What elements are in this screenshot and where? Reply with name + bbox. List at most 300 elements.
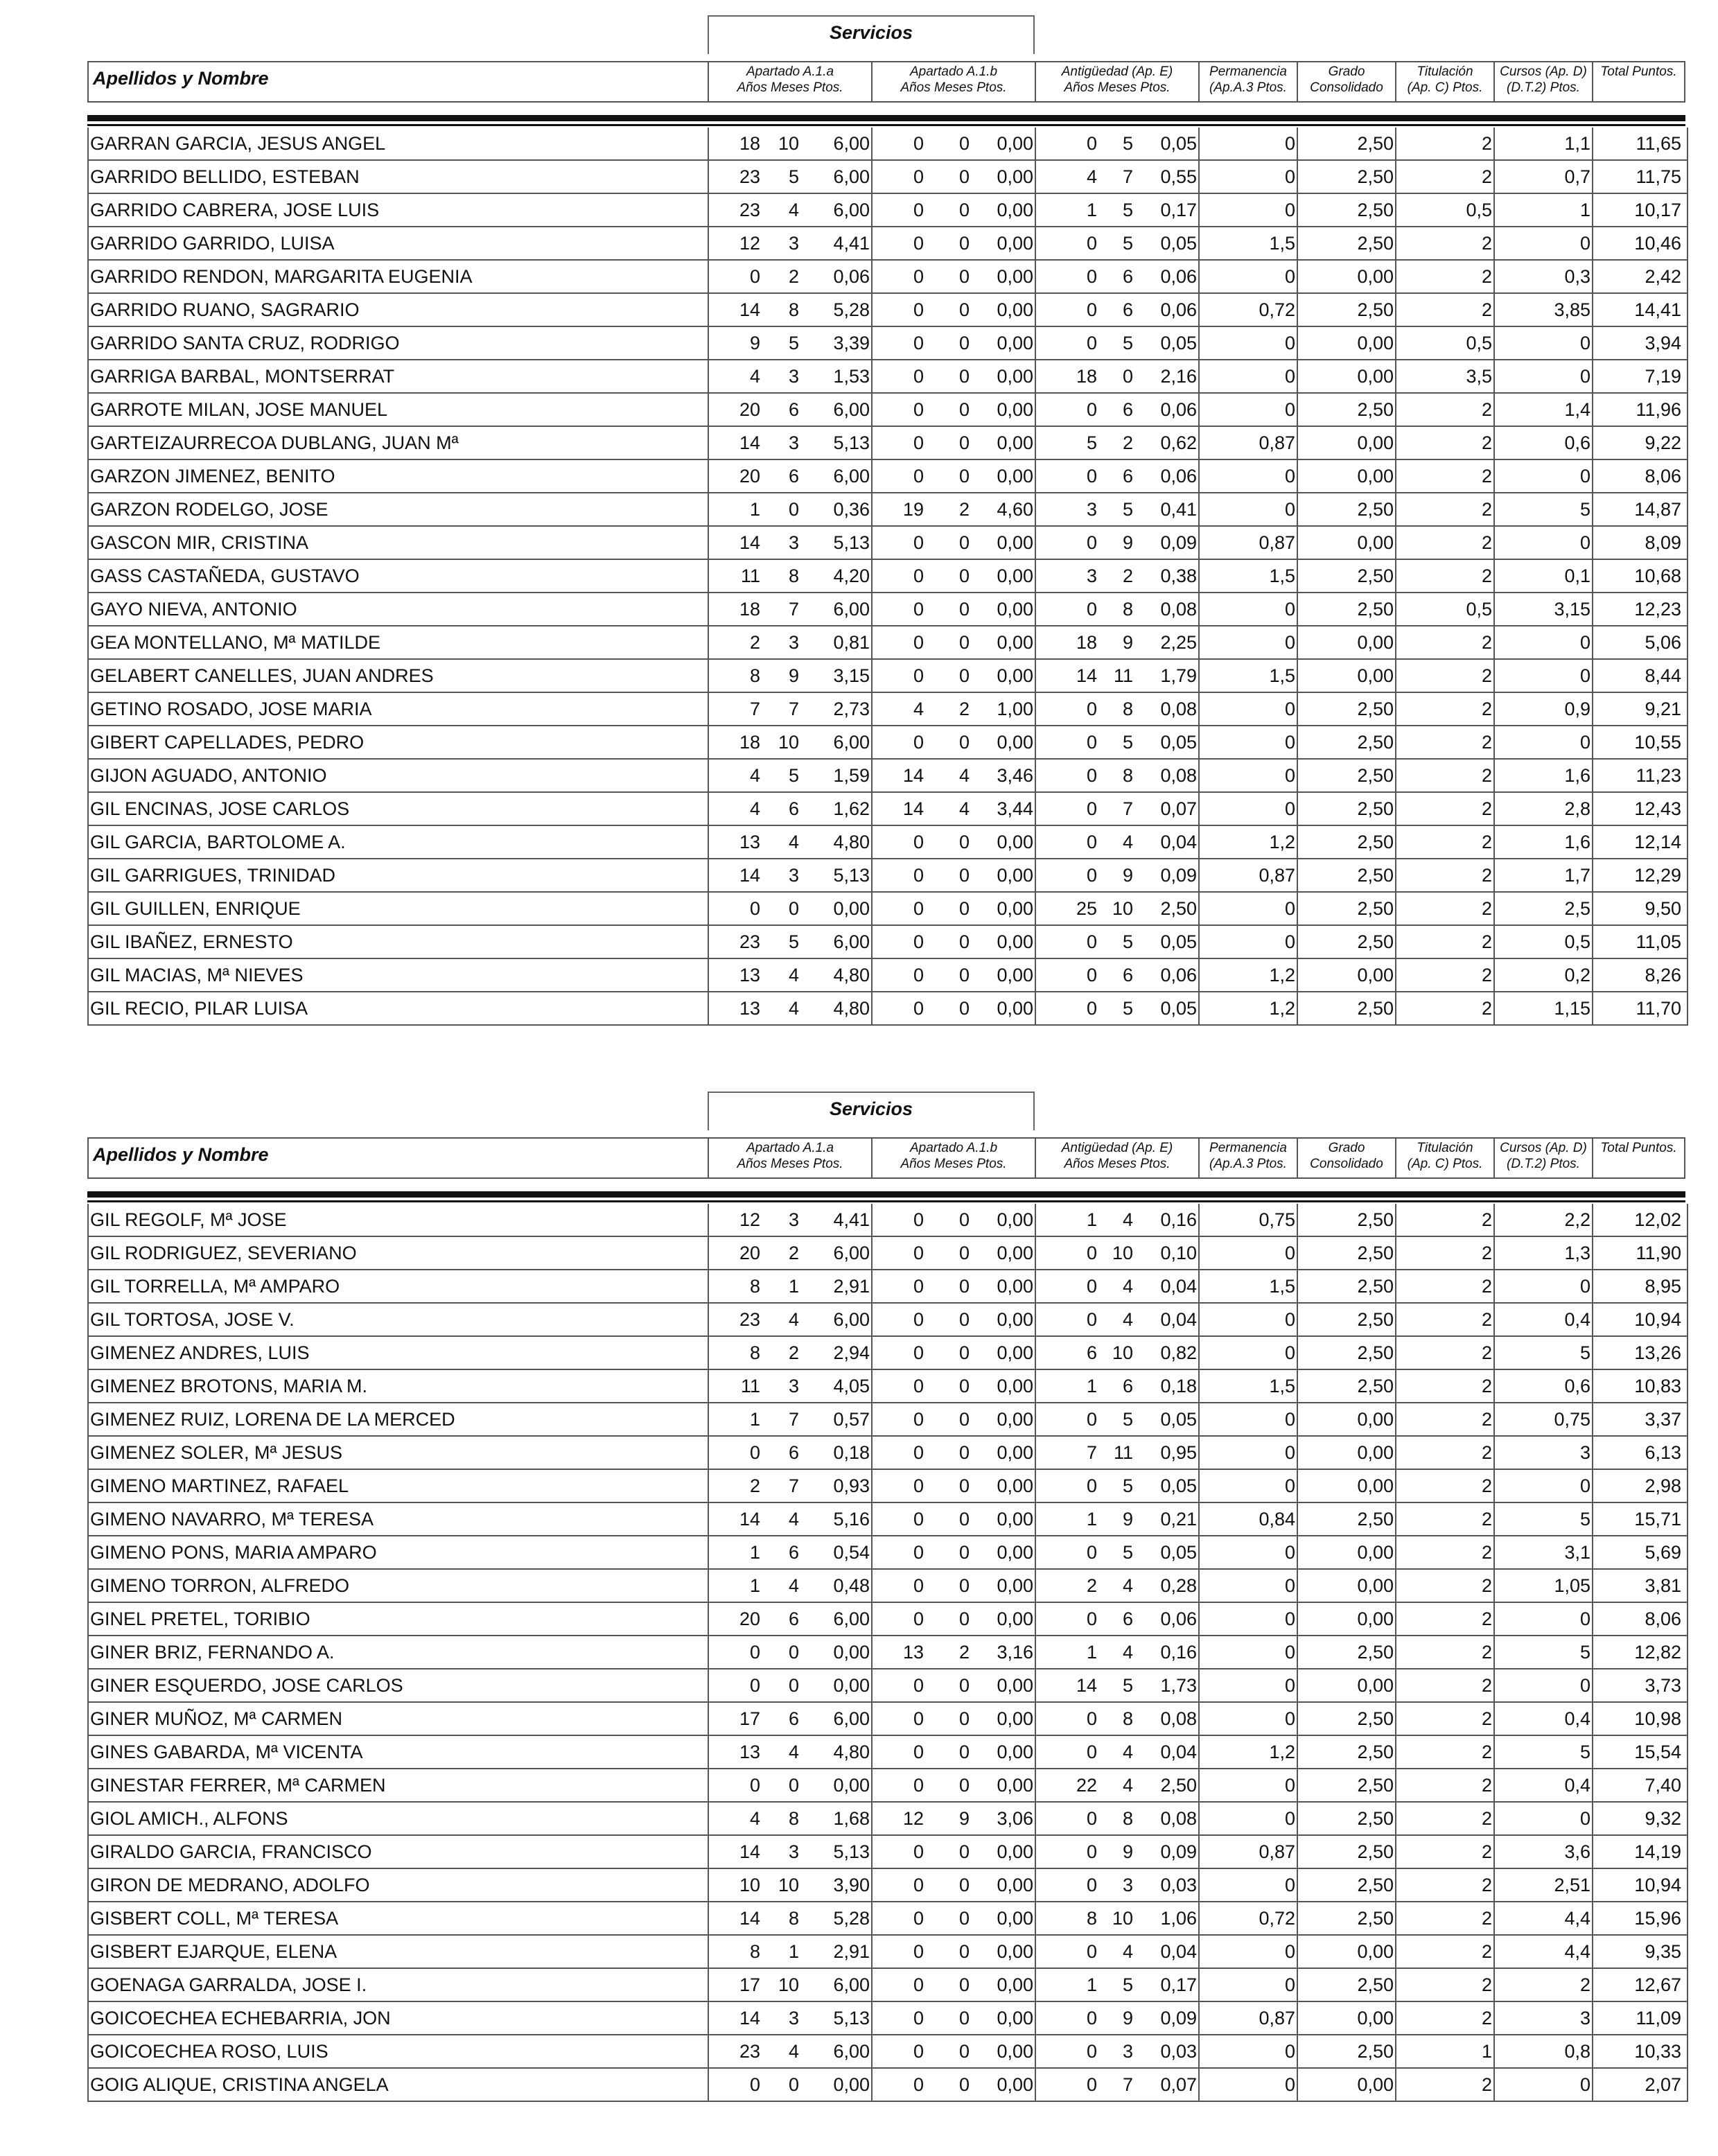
titulacion-points: 2 [1481, 798, 1492, 819]
cell-permanencia [1200, 1204, 1298, 1236]
cell-antiguedad [1036, 2002, 1200, 2034]
cursos-points: 0 [1579, 1475, 1590, 1496]
employee-name: GIMENO TORRON, ALFREDO [89, 1570, 709, 1602]
antiguedad-years: 22 [1076, 1775, 1097, 1796]
cell-a1b [873, 1536, 1036, 1568]
a1a-years: 7 [749, 699, 760, 719]
cell-grado [1298, 527, 1396, 559]
employee-name: GARRIDO CABRERA, JOSE LUIS [89, 194, 709, 226]
cell-permanencia [1200, 893, 1298, 924]
a1a-years: 0 [749, 266, 760, 287]
a1b-years: 0 [913, 1209, 924, 1230]
cell-a1a [709, 1836, 873, 1868]
cell-antiguedad [1036, 1803, 1200, 1834]
a1a-years: 23 [739, 931, 760, 952]
a1b-months: 0 [958, 366, 970, 387]
antiguedad-years: 1 [1086, 1376, 1097, 1396]
a1b-points: 0,00 [997, 1309, 1033, 1330]
a1a-years: 8 [749, 1342, 760, 1363]
grado-points: 0,00 [1357, 965, 1394, 985]
titulacion-points: 2 [1481, 1309, 1492, 1330]
grado-points: 2,50 [1357, 399, 1394, 420]
antiguedad-points: 2,25 [1160, 632, 1197, 653]
total-points: 10,55 [1634, 732, 1681, 753]
antiguedad-months: 10 [1112, 898, 1133, 919]
grado-points: 2,50 [1357, 599, 1394, 620]
a1b-months: 0 [958, 2041, 970, 2062]
antiguedad-months: 5 [1122, 233, 1133, 254]
grado-points: 2,50 [1357, 299, 1394, 320]
antiguedad-years: 1 [1086, 1642, 1097, 1663]
cell-a1b [873, 527, 1036, 559]
permanencia-points: 0 [1284, 1442, 1295, 1463]
table-row [89, 1836, 1687, 1869]
titulacion-points: 2 [1481, 432, 1492, 453]
cursos-points: 3 [1579, 1442, 1590, 1463]
a1b-years: 0 [913, 200, 924, 220]
a1a-points: 5,13 [833, 1841, 870, 1862]
permanencia-points: 1,5 [1269, 1376, 1295, 1396]
a1a-months: 9 [788, 665, 799, 686]
cell-a1b [873, 194, 1036, 226]
a1b-months: 0 [958, 299, 970, 320]
antiguedad-months: 5 [1122, 499, 1133, 520]
permanencia-points: 0 [1284, 732, 1295, 753]
titulacion-points: 0,5 [1466, 200, 1492, 220]
col-header-titulacion: Titulación (Ap. C) Ptos. [1396, 62, 1495, 101]
titulacion-points: 2 [1481, 865, 1492, 886]
cell-titulacion [1396, 1304, 1495, 1335]
employee-name: GIMENO MARTINEZ, RAFAEL [89, 1470, 709, 1502]
antiguedad-years: 0 [1086, 865, 1097, 886]
table-row [89, 959, 1687, 992]
table-body [87, 128, 1688, 1026]
a1b-points: 0,00 [997, 2074, 1033, 2095]
total-points: 8,06 [1645, 1609, 1681, 1629]
grado-points: 0,00 [1357, 366, 1394, 387]
cell-a1b [873, 1237, 1036, 1269]
table-row [89, 1204, 1687, 1237]
a1b-years: 0 [913, 632, 924, 653]
cell-total [1593, 1803, 1684, 1834]
antiguedad-years: 1 [1086, 1974, 1097, 1995]
a1b-years: 0 [913, 1276, 924, 1297]
a1a-months: 4 [788, 1575, 799, 1596]
permanencia-points: 1,2 [1269, 998, 1295, 1019]
cell-total [1593, 1703, 1684, 1735]
grado-points: 0,00 [1357, 1542, 1394, 1563]
a1b-years: 0 [913, 133, 924, 154]
employee-name: GINER MUÑOZ, Mª CARMEN [89, 1703, 709, 1735]
total-points: 9,22 [1645, 432, 1681, 453]
a1a-years: 8 [749, 665, 760, 686]
cell-total [1593, 1736, 1684, 1768]
permanencia-points: 0,87 [1259, 432, 1295, 453]
cell-titulacion [1396, 1370, 1495, 1402]
grado-points: 0,00 [1357, 1475, 1394, 1496]
a1a-points: 6,00 [833, 931, 870, 952]
table-row [89, 626, 1687, 660]
cell-grado [1298, 1304, 1396, 1335]
cell-a1b [873, 460, 1036, 492]
a1b-months: 0 [958, 1342, 970, 1363]
employee-name: GIBERT CAPELLADES, PEDRO [89, 726, 709, 758]
a1a-years: 4 [749, 798, 760, 819]
cell-a1a [709, 992, 873, 1024]
cell-total [1593, 1204, 1684, 1236]
total-points: 12,23 [1634, 599, 1681, 620]
antiguedad-points: 0,04 [1160, 832, 1197, 852]
antiguedad-points: 0,05 [1160, 233, 1197, 254]
a1a-months: 0 [788, 1775, 799, 1796]
a1a-years: 13 [739, 832, 760, 852]
a1b-months: 0 [958, 865, 970, 886]
cell-cursos [1495, 1902, 1593, 1934]
a1b-months: 0 [958, 1276, 970, 1297]
cell-permanencia [1200, 1237, 1298, 1269]
cell-a1a [709, 626, 873, 658]
employee-name: GINER ESQUERDO, JOSE CARLOS [89, 1669, 709, 1701]
a1a-points: 3,15 [833, 665, 870, 686]
antiguedad-months: 11 [1113, 1442, 1133, 1463]
total-points: 2,07 [1645, 2074, 1681, 2095]
cell-titulacion [1396, 1570, 1495, 1602]
cell-grado [1298, 261, 1396, 292]
a1b-years: 0 [913, 366, 924, 387]
cell-a1a [709, 427, 873, 459]
a1a-points: 6,00 [833, 732, 870, 753]
cell-a1a [709, 726, 873, 758]
cell-a1a [709, 1902, 873, 1934]
a1b-years: 14 [902, 765, 924, 786]
antiguedad-points: 0,08 [1160, 1808, 1197, 1829]
antiguedad-years: 0 [1086, 765, 1097, 786]
table-row [89, 1470, 1687, 1503]
table-row [89, 1370, 1687, 1403]
cursos-points: 0 [1579, 1609, 1590, 1629]
cell-permanencia [1200, 2069, 1298, 2101]
cell-a1a [709, 1969, 873, 2001]
cell-a1a [709, 1204, 873, 1236]
antiguedad-years: 0 [1086, 233, 1097, 254]
a1a-years: 18 [739, 732, 760, 753]
cell-titulacion [1396, 327, 1495, 359]
employee-name: GIL GARRIGUES, TRINIDAD [89, 859, 709, 891]
grado-points: 2,50 [1357, 200, 1394, 220]
total-points: 9,21 [1645, 699, 1681, 719]
a1a-points: 2,91 [833, 1276, 870, 1297]
cell-a1a [709, 893, 873, 924]
grado-points: 2,50 [1357, 1276, 1394, 1297]
employee-name: GASCON MIR, CRISTINA [89, 527, 709, 559]
cell-cursos [1495, 826, 1593, 858]
antiguedad-months: 9 [1122, 865, 1133, 886]
cell-antiguedad [1036, 826, 1200, 858]
grado-points: 2,50 [1357, 1376, 1394, 1396]
cell-titulacion [1396, 1536, 1495, 1568]
a1a-years: 13 [739, 1742, 760, 1762]
a1b-years: 0 [913, 532, 924, 553]
grado-points: 2,50 [1357, 1808, 1394, 1829]
cell-antiguedad [1036, 1703, 1200, 1735]
cell-a1b [873, 1603, 1036, 1635]
a1b-years: 0 [913, 166, 924, 187]
cell-a1b [873, 2035, 1036, 2067]
antiguedad-years: 0 [1086, 1742, 1097, 1762]
a1b-months: 0 [958, 166, 970, 187]
a1a-months: 2 [788, 1342, 799, 1363]
a1a-years: 20 [739, 399, 760, 420]
cell-a1b [873, 959, 1036, 991]
a1b-points: 0,00 [997, 665, 1033, 686]
permanencia-points: 0 [1284, 266, 1295, 287]
cell-titulacion [1396, 1703, 1495, 1735]
cell-permanencia [1200, 2035, 1298, 2067]
cursos-points: 0 [1579, 1276, 1590, 1297]
titulacion-points: 2 [1481, 233, 1492, 254]
a1b-months: 0 [958, 732, 970, 753]
cell-a1a [709, 959, 873, 991]
titulacion-points: 2 [1481, 965, 1492, 985]
permanencia-points: 0 [1284, 133, 1295, 154]
cell-permanencia [1200, 1969, 1298, 2001]
cell-a1b [873, 394, 1036, 426]
cell-permanencia [1200, 360, 1298, 392]
cell-antiguedad [1036, 394, 1200, 426]
cell-permanencia [1200, 1703, 1298, 1735]
table-row [89, 1769, 1687, 1803]
a1b-months: 0 [958, 898, 970, 919]
a1b-years: 19 [902, 499, 924, 520]
cell-cursos [1495, 1437, 1593, 1469]
cell-total [1593, 1370, 1684, 1402]
a1a-years: 20 [739, 466, 760, 487]
col-header-titulacion: Titulación (Ap. C) Ptos. [1396, 1139, 1495, 1177]
a1b-points: 0,00 [997, 1974, 1033, 1995]
cell-a1b [873, 227, 1036, 259]
cell-permanencia [1200, 394, 1298, 426]
employee-name: GAYO NIEVA, ANTONIO [89, 593, 709, 625]
cell-total [1593, 992, 1684, 1024]
cell-titulacion [1396, 1636, 1495, 1668]
cell-cursos [1495, 1703, 1593, 1735]
a1a-months: 4 [788, 1509, 799, 1530]
a1b-months: 0 [958, 1442, 970, 1463]
a1a-years: 18 [739, 133, 760, 154]
a1a-points: 2,73 [833, 699, 870, 719]
cell-a1b [873, 1337, 1036, 1369]
cursos-points: 1,6 [1564, 832, 1590, 852]
antiguedad-months: 4 [1122, 832, 1133, 852]
a1b-points: 0,00 [997, 1575, 1033, 1596]
table-row [89, 360, 1687, 394]
permanencia-points: 0 [1284, 1309, 1295, 1330]
table-row [89, 693, 1687, 726]
cell-antiguedad [1036, 1836, 1200, 1868]
cell-a1b [873, 1304, 1036, 1335]
cell-total [1593, 227, 1684, 259]
antiguedad-points: 0,07 [1160, 798, 1197, 819]
cursos-points: 5 [1579, 1342, 1590, 1363]
a1b-years: 0 [913, 965, 924, 985]
cell-titulacion [1396, 427, 1495, 459]
a1a-years: 2 [749, 632, 760, 653]
cell-a1b [873, 261, 1036, 292]
cursos-points: 0,2 [1564, 965, 1590, 985]
total-points: 11,23 [1636, 765, 1681, 786]
cell-a1a [709, 760, 873, 791]
table-row [89, 1603, 1687, 1636]
a1b-points: 0,00 [997, 1209, 1033, 1230]
cell-cursos [1495, 992, 1593, 1024]
a1a-years: 1 [749, 1542, 760, 1563]
cell-grado [1298, 1836, 1396, 1868]
cell-permanencia [1200, 1437, 1298, 1469]
cell-a1a [709, 1536, 873, 1568]
table-body [87, 1204, 1688, 2102]
cell-cursos [1495, 1403, 1593, 1435]
cell-permanencia [1200, 161, 1298, 193]
cell-antiguedad [1036, 1936, 1200, 1967]
cell-grado [1298, 626, 1396, 658]
cell-titulacion [1396, 959, 1495, 991]
cell-permanencia [1200, 1669, 1298, 1701]
cell-cursos [1495, 1636, 1593, 1668]
a1a-years: 20 [739, 1243, 760, 1263]
a1b-months: 0 [958, 1875, 970, 1895]
antiguedad-months: 6 [1122, 466, 1133, 487]
cell-cursos [1495, 1736, 1593, 1768]
permanencia-points: 1,5 [1269, 566, 1295, 586]
table-row [89, 1636, 1687, 1669]
permanencia-points: 0 [1284, 2041, 1295, 2062]
cell-antiguedad [1036, 1337, 1200, 1369]
a1b-years: 0 [913, 931, 924, 952]
a1a-months: 1 [788, 1276, 799, 1297]
permanencia-points: 0 [1284, 200, 1295, 220]
permanencia-points: 0 [1284, 798, 1295, 819]
employee-name: GIRON DE MEDRANO, ADOLFO [89, 1869, 709, 1901]
cell-a1b [873, 793, 1036, 825]
table-row [89, 493, 1687, 527]
cell-antiguedad [1036, 493, 1200, 525]
cell-grado [1298, 1936, 1396, 1967]
permanencia-points: 0 [1284, 1342, 1295, 1363]
grado-points: 2,50 [1357, 1742, 1394, 1762]
cell-total [1593, 626, 1684, 658]
antiguedad-years: 0 [1086, 1409, 1097, 1430]
cell-a1b [873, 1669, 1036, 1701]
antiguedad-years: 1 [1086, 1509, 1097, 1530]
employee-name: GIL RODRIGUEZ, SEVERIANO [89, 1237, 709, 1269]
a1b-points: 0,00 [997, 965, 1033, 985]
cell-a1a [709, 1370, 873, 1402]
antiguedad-points: 2,50 [1160, 1775, 1197, 1796]
cell-antiguedad [1036, 128, 1200, 159]
col-header-permanencia: Permanencia (Ap.A.3 Ptos. [1200, 62, 1298, 101]
cell-grado [1298, 161, 1396, 193]
antiguedad-months: 9 [1122, 532, 1133, 553]
permanencia-points: 0 [1284, 765, 1295, 786]
cell-cursos [1495, 128, 1593, 159]
grado-points: 2,50 [1357, 1775, 1394, 1796]
a1b-years: 0 [913, 665, 924, 686]
cell-a1a [709, 161, 873, 193]
a1a-years: 14 [739, 865, 760, 886]
cell-cursos [1495, 593, 1593, 625]
permanencia-points: 0 [1284, 1475, 1295, 1496]
cell-titulacion [1396, 294, 1495, 326]
a1b-years: 0 [913, 1409, 924, 1430]
antiguedad-months: 4 [1122, 1742, 1133, 1762]
header-rule-thin [87, 124, 1685, 126]
permanencia-points: 0,87 [1259, 2008, 1295, 2028]
a1b-years: 0 [913, 2074, 924, 2095]
cell-antiguedad [1036, 992, 1200, 1024]
cell-cursos [1495, 760, 1593, 791]
employee-name: GIL ENCINAS, JOSE CARLOS [89, 793, 709, 825]
a1a-years: 0 [749, 1642, 760, 1663]
a1a-months: 6 [788, 1542, 799, 1563]
cell-permanencia [1200, 593, 1298, 625]
employee-name: GOICOECHEA ROSO, LUIS [89, 2035, 709, 2067]
a1b-years: 0 [913, 1376, 924, 1396]
cell-titulacion [1396, 1936, 1495, 1967]
employee-name: GIMENEZ SOLER, Mª JESUS [89, 1437, 709, 1469]
cell-permanencia [1200, 194, 1298, 226]
cell-total [1593, 893, 1684, 924]
permanencia-points: 1,5 [1269, 233, 1295, 254]
a1a-points: 2,91 [833, 1941, 870, 1962]
cell-antiguedad [1036, 693, 1200, 725]
cell-titulacion [1396, 261, 1495, 292]
antiguedad-months: 7 [1122, 798, 1133, 819]
col-header-grado: Grado Consolidado [1298, 1139, 1396, 1177]
total-points: 9,50 [1645, 898, 1681, 919]
antiguedad-months: 7 [1122, 166, 1133, 187]
cell-antiguedad [1036, 893, 1200, 924]
cell-grado [1298, 1803, 1396, 1834]
antiguedad-months: 5 [1122, 931, 1133, 952]
titulacion-points: 1 [1481, 2041, 1492, 2062]
antiguedad-points: 1,79 [1160, 665, 1197, 686]
grado-points: 2,50 [1357, 998, 1394, 1019]
a1b-months: 2 [958, 1642, 970, 1663]
cell-antiguedad [1036, 959, 1200, 991]
grado-points: 0,00 [1357, 333, 1394, 353]
titulacion-points: 2 [1481, 1642, 1492, 1663]
a1a-years: 8 [749, 1941, 760, 1962]
antiguedad-months: 9 [1122, 632, 1133, 653]
titulacion-points: 2 [1481, 133, 1492, 154]
a1a-years: 13 [739, 965, 760, 985]
a1b-months: 0 [958, 599, 970, 620]
titulacion-points: 2 [1481, 699, 1492, 719]
cell-cursos [1495, 1270, 1593, 1302]
col-header-cursos: Cursos (Ap. D) (D.T.2) Ptos. [1495, 62, 1593, 101]
col-header-antiguedad: Antigüedad (Ap. E) Años Meses Ptos. [1036, 62, 1200, 101]
employee-name: GIL REGOLF, Mª JOSE [89, 1204, 709, 1236]
a1a-years: 10 [739, 1875, 760, 1895]
employee-name: GIMENO PONS, MARIA AMPARO [89, 1536, 709, 1568]
table-row [89, 394, 1687, 427]
a1a-months: 0 [788, 2074, 799, 2095]
a1a-months: 10 [778, 1974, 799, 1995]
table-row [89, 194, 1687, 227]
cursos-points: 0,9 [1564, 699, 1590, 719]
cell-antiguedad [1036, 560, 1200, 592]
grado-points: 2,50 [1357, 1974, 1394, 1995]
